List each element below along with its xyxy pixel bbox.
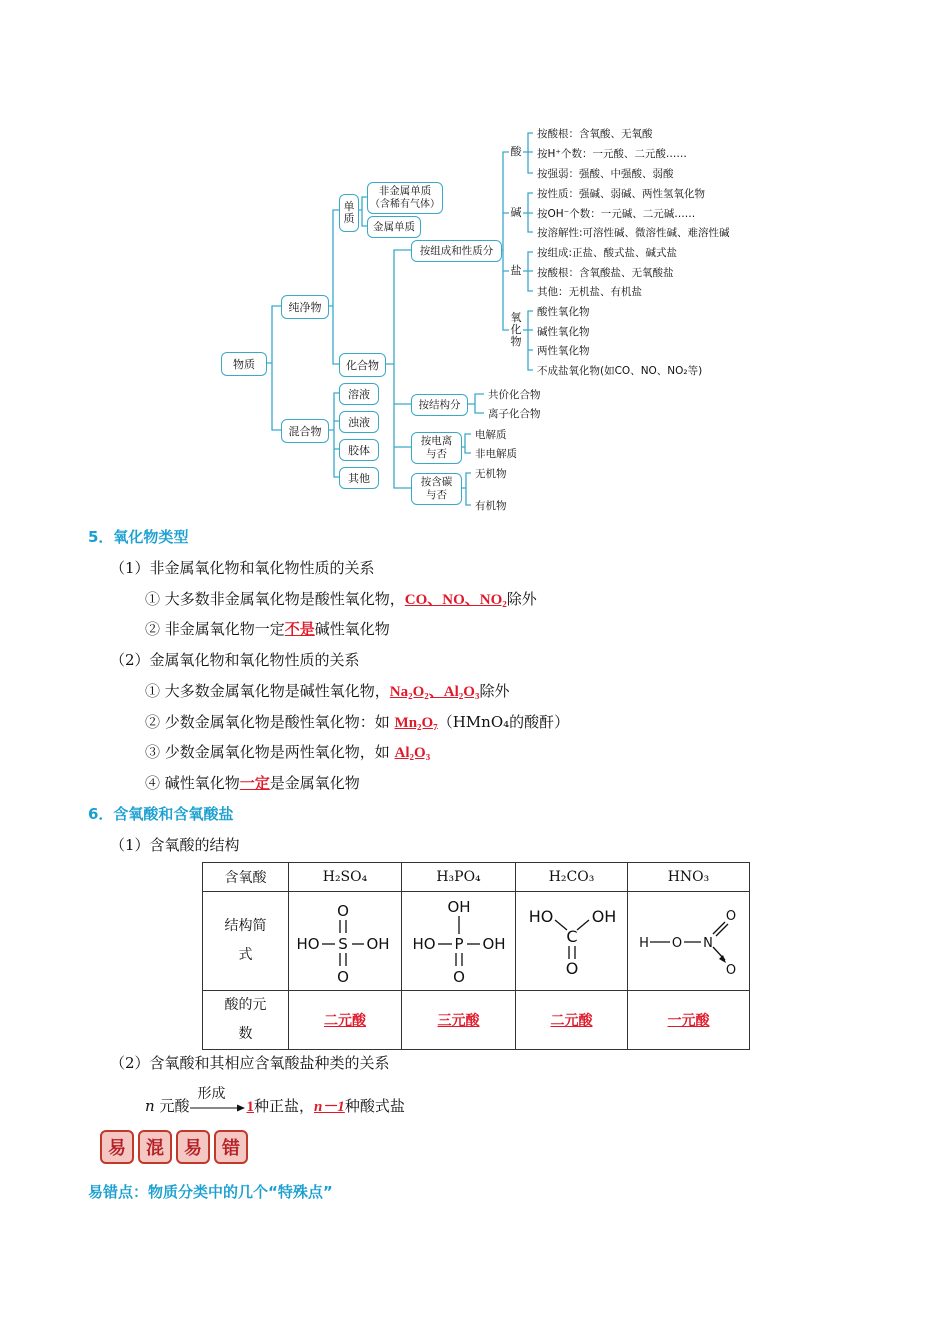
tip-heading: 易错点：物质分类中的几个“特殊点”: [88, 1183, 333, 1201]
s5-sub1: （1）非金属氧化物和氧化物性质的关系: [110, 559, 375, 577]
structure-hno3: [628, 892, 750, 991]
relation-arrow: [189, 1086, 246, 1115]
s5-item-2d-answer: 一定: [239, 776, 270, 792]
section-6-heading: 6．含氧酸和含氧酸盐: [88, 805, 234, 823]
tree-by-ionization-line1: 按电离: [420, 435, 453, 447]
s6-sub2: （2）含氧酸和其相应含氧酸盐种类的关系: [110, 1054, 390, 1072]
table-basicity-label: [203, 991, 289, 1050]
table-acid-3: HNO₃: [628, 863, 750, 892]
table-acid-1: H₃PO₄: [402, 863, 516, 892]
s5-item-2c-answer: Al₂O₃: [394, 745, 431, 761]
svg-text:OH: OH: [481, 934, 506, 953]
tree-mixture-item-0: 溶液: [339, 383, 379, 405]
table-answer-2: [516, 991, 628, 1050]
s5-item-2a-answer: Na₂O₂、Al₂O₃: [389, 684, 480, 700]
tree-pure: 纯净物: [281, 295, 329, 319]
tree-metal-element: 金属单质: [367, 216, 421, 238]
relation-answer-1: 1: [246, 1099, 254, 1115]
table-row: [203, 991, 750, 1050]
oxyacid-table: [202, 862, 750, 1050]
h3po4-structure: [404, 894, 514, 989]
s5-item-2d-text: ④ 碱性氧化物: [145, 774, 240, 792]
tree-by-ionization-line2: 与否: [426, 448, 447, 460]
tree-by-carbon: [411, 473, 462, 505]
svg-text:O: O: [452, 967, 465, 986]
svg-text:O: O: [565, 958, 578, 978]
s5-item-2c-text: ③ 少数金属氧化物是两性氧化物，如: [145, 743, 395, 761]
s6-relation: [145, 1086, 405, 1116]
svg-text:C: C: [565, 926, 578, 946]
svg-text:S: S: [338, 934, 348, 953]
s5-item-2d: [145, 772, 360, 793]
tree-base: 碱: [510, 206, 522, 219]
relation-acid: 元酸: [154, 1097, 190, 1115]
tree-carbon-item-0: 无机物: [475, 468, 507, 480]
table-header-acid: 含氧酸: [203, 863, 289, 892]
tree-ionization-item-0: 电解质: [475, 429, 507, 441]
tree-element: [339, 194, 359, 232]
table-answer-0-text: 二元酸: [324, 1013, 366, 1029]
tree-base-item-2: 按溶解性:可溶性碱、微溶性碱、难溶性碱: [537, 227, 730, 239]
table-acid-0: H₂SO₄: [289, 863, 402, 892]
section-5-heading: 5．氧化物类型: [88, 528, 189, 546]
structure-h2so4: [289, 892, 402, 991]
relation-n: n: [145, 1097, 155, 1115]
tree-carbon-item-1: 有机物: [475, 500, 507, 512]
table-structure-label: [203, 892, 289, 991]
tree-structure-item-0: 共价化合物: [488, 389, 541, 401]
s5-item-1a-answer: CO、NO、NO₂: [404, 592, 507, 608]
svg-text:O: O: [337, 901, 349, 920]
tree-root: 物质: [221, 352, 267, 376]
s5-item-2a-text: ① 大多数金属氧化物是碱性氧化物，: [145, 682, 390, 700]
svg-text:OH: OH: [591, 906, 616, 926]
tree-mixture-item-1: 浊液: [339, 411, 379, 433]
tree-nonmetal-element: [367, 182, 443, 214]
svg-text:HO: HO: [296, 934, 320, 953]
table-structure-label-text: 结构简式: [224, 918, 267, 963]
tree-salt: 盐: [510, 264, 522, 277]
tree-element-label: 单质: [343, 200, 355, 225]
tree-mixture-item-2: 胶体: [339, 439, 379, 461]
svg-text:N: N: [702, 935, 713, 951]
tree-acid-item-2: 按强弱：强酸、中强酸、弱酸: [537, 168, 674, 180]
table-answer-1-text: 三元酸: [437, 1013, 480, 1029]
svg-text:OH: OH: [366, 934, 390, 953]
tree-acid-item-0: 按酸根：含氧酸、无氧酸: [537, 128, 653, 140]
tree-oxide-item-2: 两性氧化物: [537, 345, 590, 357]
tree-mixture: 混合物: [281, 419, 329, 443]
s5-item-1a-text: ① 大多数非金属氧化物是酸性氧化物，: [145, 590, 405, 608]
tree-oxide-item-0: 酸性氧化物: [537, 306, 590, 318]
table-row: [203, 863, 750, 892]
svg-text:O: O: [337, 967, 349, 986]
svg-text:O: O: [725, 962, 736, 978]
h2co3-structure: [517, 894, 627, 989]
svg-text:HO: HO: [528, 906, 553, 926]
s5-sub2: （2）金属氧化物和氧化物性质的关系: [110, 651, 360, 669]
badge-char-1: 混: [138, 1130, 172, 1164]
table-answer-2-text: 二元酸: [550, 1013, 593, 1029]
arrow-right-icon: [189, 1099, 246, 1115]
tree-by-ionization: [411, 432, 462, 464]
s5-item-2b-end: （HMnO₄的酸酐）: [437, 713, 570, 731]
s5-item-1a-end: 除外: [506, 590, 537, 608]
s5-item-2d-end: 是金属氧化物: [269, 774, 360, 792]
relation-answer-2: n－1: [313, 1099, 345, 1115]
tree-oxide: 氧化物: [510, 311, 522, 348]
tree-salt-item-1: 按酸根：含氧酸盐、无氧酸盐: [537, 267, 674, 279]
tree-by-structure: 按结构分: [411, 394, 468, 416]
s5-item-1b: [145, 618, 390, 639]
tree-by-carbon-line1: 按含碳: [420, 476, 453, 488]
tree-salt-item-2: 其他：无机盐、有机盐: [537, 286, 642, 298]
tree-nonmetal-line2: （含稀有气体）: [370, 199, 440, 210]
hno3-structure: [630, 894, 748, 989]
svg-text:HO: HO: [411, 934, 436, 953]
badge-char-2: 易: [176, 1130, 210, 1164]
s5-item-1b-end: 碱性氧化物: [314, 620, 390, 638]
tree-base-item-0: 按性质：强碱、弱碱、两性氢氧化物: [537, 188, 705, 200]
tree-base-item-1: 按OH⁻个数：一元碱、二元碱……: [537, 208, 696, 220]
badge-char-3: 错: [214, 1130, 248, 1164]
s5-item-2b-text: ② 少数金属氧化物是酸性氧化物：如: [145, 713, 395, 731]
table-answer-3: [628, 991, 750, 1050]
s5-item-2c: [145, 741, 430, 762]
tree-acid: 酸: [510, 145, 522, 158]
tree-mixture-item-3: 其他: [339, 467, 379, 489]
tree-by-composition: 按组成和性质分: [411, 240, 502, 262]
svg-text:O: O: [671, 935, 682, 951]
table-row: [203, 892, 750, 991]
s5-item-1b-text: ② 非金属氧化物一定: [145, 620, 285, 638]
h2so4-structure: [290, 894, 400, 989]
relation-normal-salt: 种正盐，: [253, 1097, 314, 1115]
svg-text:P: P: [453, 934, 464, 953]
tree-acid-item-1: 按H⁺个数：一元酸、二元酸……: [537, 148, 687, 160]
tree-structure-item-1: 离子化合物: [488, 408, 541, 420]
tree-by-carbon-line2: 与否: [426, 489, 447, 501]
tree-oxide-item-1: 碱性氧化物: [537, 326, 590, 338]
relation-arrow-label: 形成: [197, 1086, 226, 1102]
tree-salt-item-0: 按组成:正盐、酸式盐、碱式盐: [537, 247, 678, 259]
s5-item-2a-end: 除外: [479, 682, 510, 700]
tree-oxide-item-3: 不成盐氧化物(如CO、NO、NO₂等): [537, 365, 703, 377]
s5-item-2b-answer: Mn₂O₇: [394, 715, 438, 731]
s5-item-1b-answer: 不是: [284, 622, 315, 638]
table-basicity-label-text: 酸的元数: [224, 997, 267, 1042]
svg-text:O: O: [725, 908, 736, 924]
s5-item-1a: [145, 588, 537, 609]
s5-item-2b: [145, 711, 569, 732]
svg-text:H: H: [638, 935, 649, 951]
table-answer-0: [289, 991, 402, 1050]
structure-h3po4: [402, 892, 516, 991]
relation-acid-salt: 种酸式盐: [344, 1097, 405, 1115]
table-acid-2: H₂CO₃: [516, 863, 628, 892]
s5-item-2a: [145, 680, 509, 701]
tree-compound: 化合物: [339, 353, 386, 377]
s6-sub1: （1）含氧酸的结构: [110, 836, 240, 854]
tree-ionization-item-1: 非电解质: [475, 448, 517, 460]
structure-h2co3: [516, 892, 628, 991]
svg-text:OH: OH: [446, 897, 471, 916]
tree-nonmetal-line1: 非金属单质: [378, 185, 432, 197]
badge-char-0: 易: [100, 1130, 134, 1164]
table-answer-1: [402, 991, 516, 1050]
table-answer-3-text: 一元酸: [667, 1013, 710, 1029]
